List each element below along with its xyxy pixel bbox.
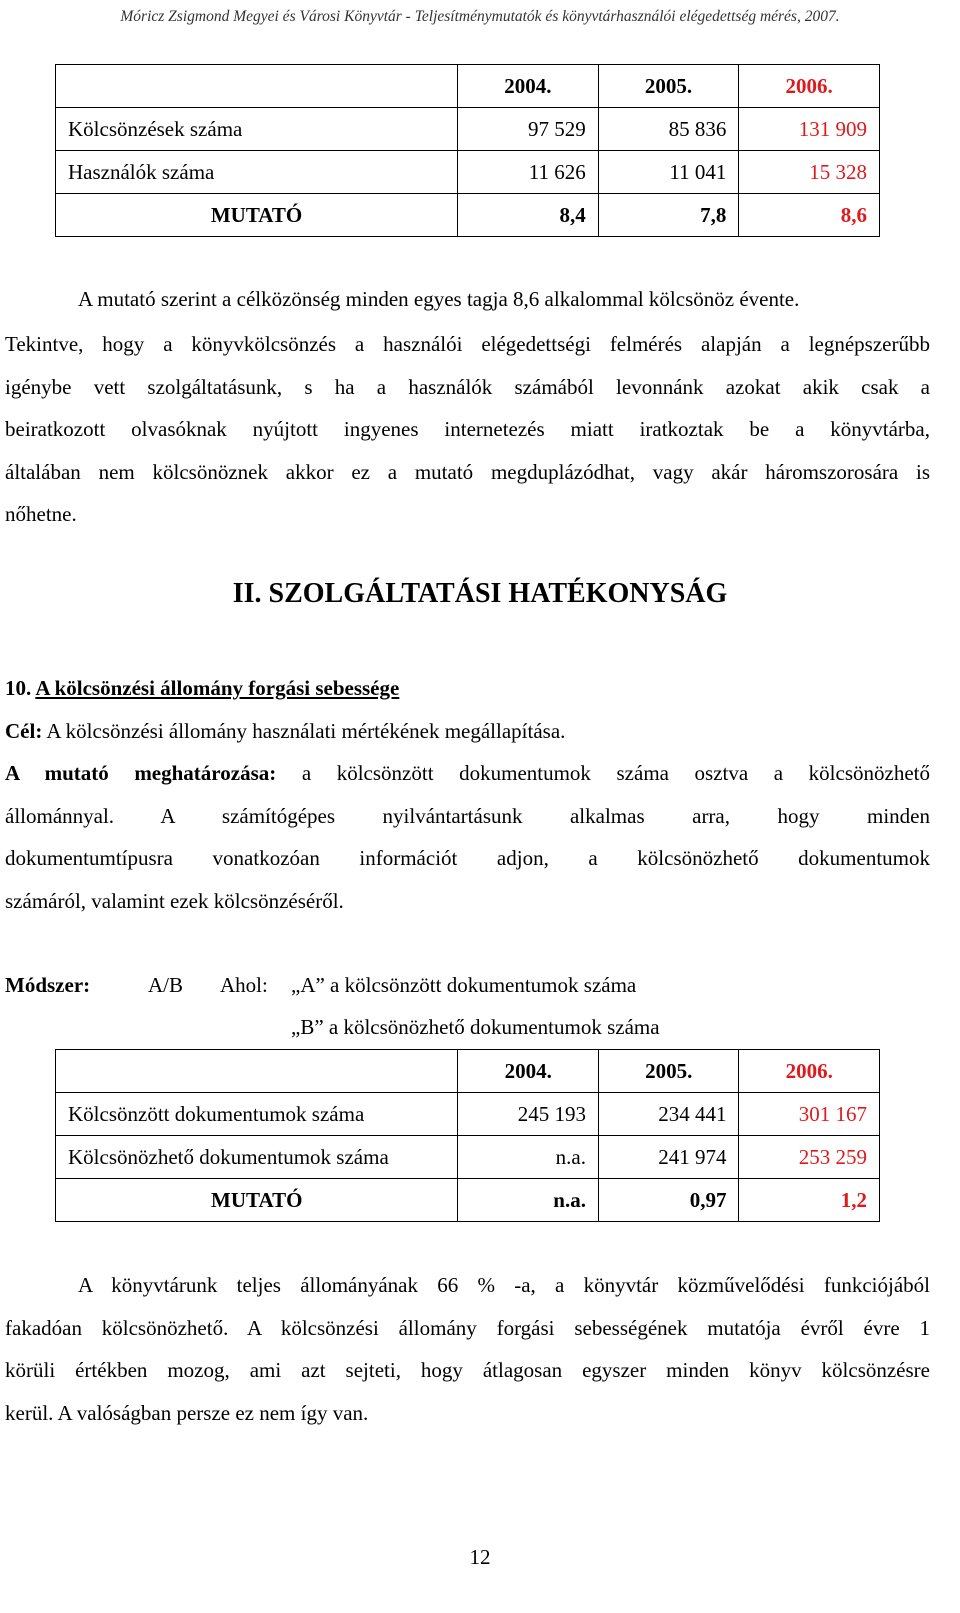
row-label: Kölcsönzések száma <box>56 108 458 151</box>
paragraph-line: A mutató szerint a célközönség minden egyes tagja 8,6 alkalommal kölcsönöz évente. <box>78 287 800 311</box>
row-label: Kölcsönzött dokumentumok száma <box>56 1093 458 1136</box>
cell-value: n.a. <box>458 1136 599 1179</box>
row-label: MUTATÓ <box>56 1179 458 1222</box>
section-title: II. SZOLGÁLTATÁSI HATÉKONYSÁG <box>232 578 728 609</box>
year-2006: 2006. <box>739 1050 880 1093</box>
table-empty-cell <box>56 65 458 108</box>
paragraph-line: nőhetne. <box>5 502 77 526</box>
table-row <box>56 151 880 194</box>
paragraph-line: számáról, valamint ezek kölcsönzéséről. <box>5 888 344 913</box>
definition-label: A mutató meghatározása: <box>5 761 277 785</box>
table-lending-stats <box>55 64 880 237</box>
paragraph-line: Tekintve, hogy a könyvkölcsönzés a használói elégedettségi felmérés alapján a legnépszerűbb <box>5 332 930 356</box>
paragraph-line: fakadóan kölcsönözhető. A kölcsönzési állomány forgási sebességének mutatója évről évre 1 <box>5 1315 930 1340</box>
table-header-row <box>56 65 880 108</box>
method-where: Ahol: <box>220 973 268 997</box>
cell-value: 301 167 <box>739 1093 880 1136</box>
goal-line <box>5 719 565 744</box>
cell-value: 7,8 <box>598 194 739 237</box>
cell-value: 11 041 <box>598 151 739 194</box>
paragraph-line: körüli értékben mozog, ami azt sejteti, hogy átlagosan egyszer minden könyv kölcsönzésre <box>5 1358 930 1382</box>
paragraph-2 <box>5 1264 930 1434</box>
cell-value: 97 529 <box>458 108 599 151</box>
method-label <box>5 973 90 998</box>
cell-value: 131 909 <box>739 108 880 151</box>
year-2004: 2004. <box>458 65 599 108</box>
cell-value: n.a. <box>458 1179 599 1222</box>
cell-value: 8,6 <box>739 194 880 237</box>
goal-label: Cél: <box>5 719 43 743</box>
paragraph-line: dokumentumtípusra vonatkozóan információt adjon, a kölcsönözhető dokumentumok <box>5 846 930 870</box>
cell-value: 245 193 <box>458 1093 599 1136</box>
subsection-heading: A kölcsönzési állomány forgási sebessége <box>35 676 400 700</box>
year-2005: 2005. <box>598 65 739 108</box>
goal-text: A kölcsönzési állomány használati mértékének megállapítása. <box>46 719 566 743</box>
table-row <box>56 1093 880 1136</box>
year-2006: 2006. <box>739 65 880 108</box>
cell-value: 0,97 <box>598 1179 739 1222</box>
cell-value: 15 328 <box>739 151 880 194</box>
paragraph-line: A könyvtárunk teljes állományának 66 % -a, a könyvtár közművelődési funkciójából <box>78 1273 930 1297</box>
table-row <box>56 1136 880 1179</box>
cell-value: 1,2 <box>739 1179 880 1222</box>
table-row <box>56 108 880 151</box>
paragraph-1 <box>5 323 930 536</box>
subsection-title <box>5 676 399 701</box>
paragraph-line: állománnyal. A számítógépes nyilvántartásunk alkalmas arra, hogy minden <box>5 803 930 828</box>
indicator-definition <box>5 752 930 922</box>
paragraph-line: igénybe vett szolgáltatásunk, s ha a használók számából levonnánk azokat akik csak a <box>5 374 930 399</box>
paragraph-line: kerül. A valóságban persze ez nem így van. <box>5 1400 369 1425</box>
method-label-text: Módszer: <box>5 973 91 997</box>
table-header-row <box>56 1050 880 1093</box>
row-label: MUTATÓ <box>56 194 458 237</box>
row-label: Használók száma <box>56 151 458 194</box>
method-a-definition: „A” a kölcsönzött dokumentumok száma <box>291 973 637 997</box>
paragraph-line <box>5 752 930 795</box>
subsection-number: 10. <box>5 676 32 700</box>
definition-text: a kölcsönzött dokumentumok száma osztva a kölcsönözhető <box>301 761 930 785</box>
method-formula: A/B <box>148 973 184 997</box>
table-row-mutato <box>56 194 880 237</box>
page-number: 12 <box>469 1545 491 1569</box>
paragraph-line: általában nem kölcsönöznek akkor ez a mutató megduplázódhat, vagy akár háromszorosára is <box>5 459 930 484</box>
cell-value: 11 626 <box>458 151 599 194</box>
cell-value: 234 441 <box>598 1093 739 1136</box>
year-2005: 2005. <box>598 1050 739 1093</box>
cell-value: 241 974 <box>598 1136 739 1179</box>
cell-value: 8,4 <box>458 194 599 237</box>
table-empty-cell <box>56 1050 458 1093</box>
table-row-mutato <box>56 1179 880 1222</box>
running-header: Móricz Zsigmond Megyei és Városi Könyvtár - Teljesítménymutatók és könyvtárhasználói elégedettség mérés, 2007. <box>120 8 840 25</box>
cell-value: 253 259 <box>739 1136 880 1179</box>
paragraph-line: beiratkozott olvasóknak nyújtott ingyenes internetezés miatt iratkoztak be a könyvtárba, <box>5 417 930 441</box>
cell-value: 85 836 <box>598 108 739 151</box>
table-turnover-stats <box>55 1049 880 1222</box>
method-b-definition: „B” a kölcsönözhető dokumentumok száma <box>291 1015 660 1039</box>
row-label: Kölcsönözhető dokumentumok száma <box>56 1136 458 1179</box>
year-2004: 2004. <box>458 1050 599 1093</box>
